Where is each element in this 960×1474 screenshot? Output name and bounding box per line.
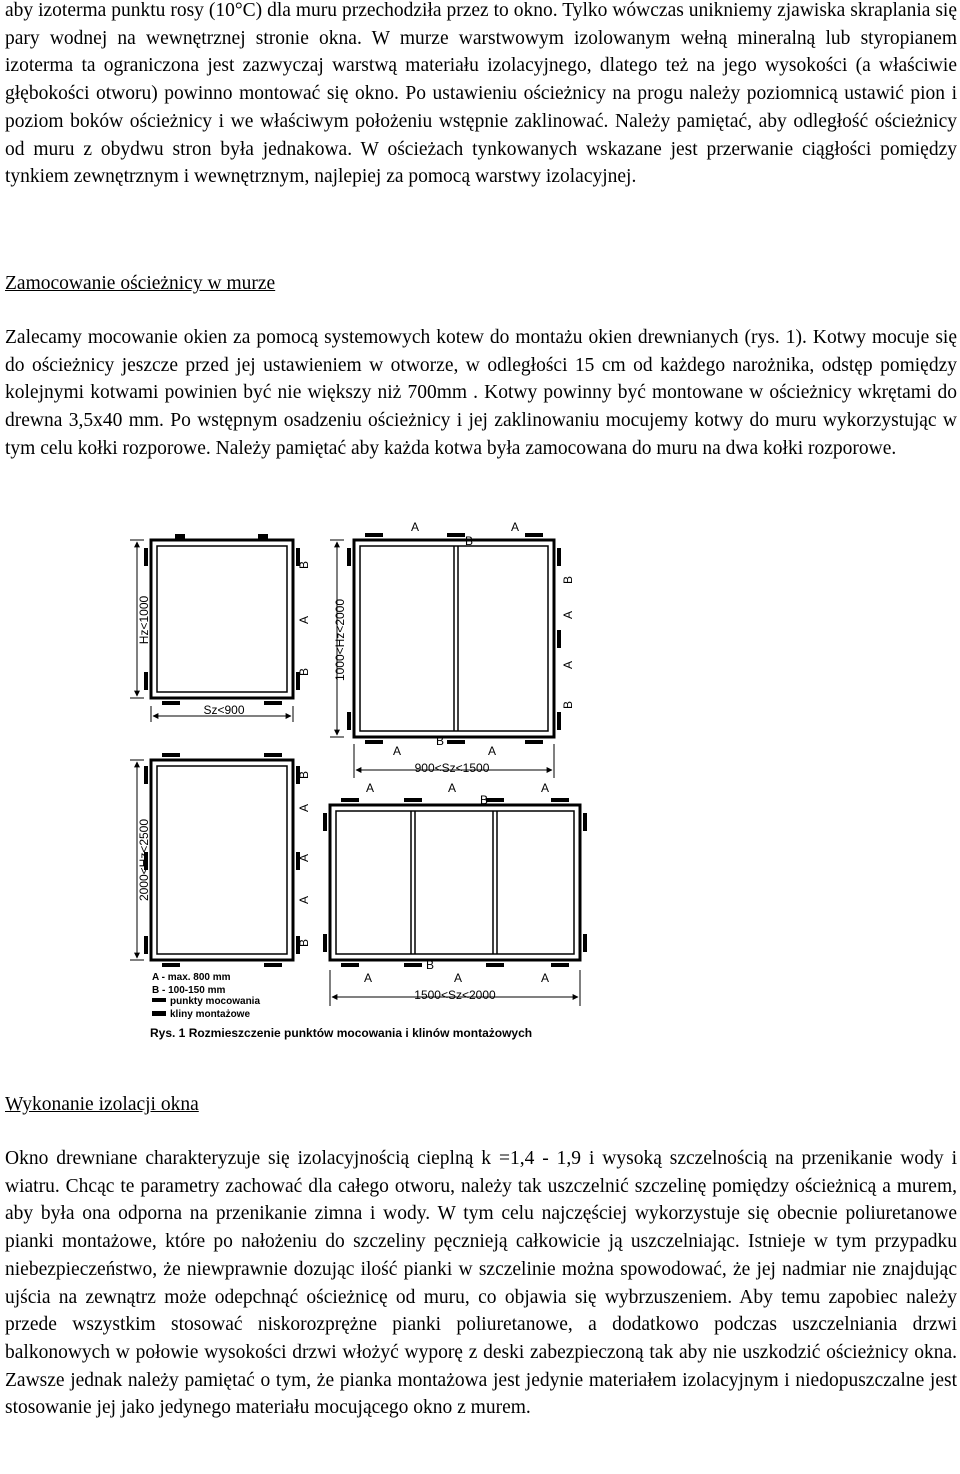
frame-wide-outer <box>330 805 580 960</box>
label-a: A <box>297 853 311 863</box>
label-a: A <box>297 803 311 813</box>
dim-sz-1500-2000: 1500<Sz<2000 <box>414 988 496 1002</box>
insulation-paragraph: Okno drewniane charakteryzuje się izolacyjnością cieplną k =1,4 - 1,9 i wysoką szczelnością na przenikanie wody i wiatru. Chcąc te parametry zachować dla całego otworu, należy tak uszczelnić szczelinę pomiędzy ościeżnicą a murem, aby była ona odporna na przenikanie zimna i wody. W tym celu najczęściej wykorzystuje się obecnie poliuretanowe pianki montażowe, które po nałożeniu do szczeliny pęcznieją całkowicie ją uszczelniając. Istnieje w tym przypadku niebezpieczeństwo, że niewprawnie dozując ilość pianki w szczelinie można spowodować, że jej nadmiar nie znajdując ujścia na zewnątrz może odepchnąć ościeżnicę od muru, co objawia się wybrzuszeniem. Aby temu zapobiec należy przede wszystkim stosować niskorozprężne pianki poliuretanowe, a dodatkowo podczas uszczelniania drzwi balkonowych w połowie wysokości drzwi włożyć wyporę z deski zabezpieczoną tak aby nie uszkodzić ościeżnicy okna. Zawsze jednak należy pamiętać o tym, że pianka montażowa jest jedynie materiałem izolacyjnym i niedopuszczalne jest stosowanie jej jako jedynego materiału mocującego okno z murem. <box>5 1148 957 1419</box>
label-b: B <box>297 938 311 948</box>
label-b: B <box>297 770 311 780</box>
label-a: A <box>297 895 311 905</box>
label-a: A <box>487 744 497 758</box>
label-a: A <box>510 520 520 534</box>
label-a: A <box>365 781 375 795</box>
legend-wedges: kliny montażowe <box>170 1009 251 1020</box>
mounting-paragraph: Zalecamy mocowanie okien za pomocą systemowych kotew do montażu okien drewnianych (rys. 1). Kotwy mocuje się do ościeżnicy jeszcze przed jej ustawieniem w otworze, w odległości 15 cm od każdego narożnika, odstęp pomiędzy kolejnymi kotwami powinien być nie większy niż 700mm . Kotwy powinny być montowane w ościeżnicy wkrętami do drewna 3,5x40 mm. Po wstępnym osadzeniu ościeżnicy i jej zaklinowaniu mocujemy kotwy do muru wykorzystując w tym celu kołki rozporowe. Należy pamiętać aby każda kotwa była zamocowana do muru na dwa kołki rozporowe. <box>5 327 957 459</box>
label-b: B <box>561 700 575 710</box>
label-a: A <box>540 781 550 795</box>
label-b: B <box>435 734 445 748</box>
legend-points: punkty mocowania <box>170 996 261 1007</box>
dim-hz-2000-2500: 2000<Hz<2500 <box>137 818 151 902</box>
frame-wide-inner <box>336 811 574 954</box>
frame-tall-outer <box>151 760 293 960</box>
section-heading-mounting: Zamocowanie ościeżnicy w murze <box>5 273 276 294</box>
label-a: A <box>540 971 550 985</box>
label-b: B <box>297 667 311 677</box>
diagram-tall-door <box>130 755 311 965</box>
frame-small-outer <box>151 540 293 698</box>
label-a: A <box>447 781 457 795</box>
dim-sz-900-1500: 900<Sz<1500 <box>414 761 490 775</box>
label-a: A <box>561 610 575 620</box>
label-a: A <box>392 744 402 758</box>
label-a: A <box>561 660 575 670</box>
diagram-small-window <box>130 534 311 722</box>
mounting-diagram <box>0 510 960 1050</box>
dim-sz-900: Sz<900 <box>203 703 245 717</box>
label-b: B <box>464 534 474 548</box>
dim-hz-1000: Hz<1000 <box>137 595 151 645</box>
dim-hz-1000-2000: 1000<Hz<2000 <box>333 598 347 682</box>
label-b: B <box>425 958 435 972</box>
legend-b: B - 100-150 mm <box>152 985 226 996</box>
figure-caption: Rys. 1 Rozmieszczenie punktów mocowania i klinów montażowych <box>150 1026 533 1040</box>
intro-paragraph: aby izoterma punktu rosy (10°C) dla muru przechodziła przez to okno. Tylko wówczas unikniemy zjawiska skraplania się pary wodnej na wewnętrznej stronie okna. W murze warstwowym izolowanym wełną mineralną lub styropianem izoterma ta ograniczona jest zazwyczaj warstwą materiału izolacyjnego, dlatego też na jego wysokości (a właściwie głębokości otworu) powinno montować się okno. Po ustawieniu ościeżnicy na progu należy poziomnicą ustawić pion i poziom boków ościeżnicy i we właściwym położeniu wstępnie zaklinować. Należy pamiętać, aby odległość ościeżnicy od muru z obydwu stron była jednakowa. W ościeżach tynkowanych wskazane jest przerwanie ciągłości pomiędzy tynkiem zewnętrznym i wewnętrznym, najlepiej za pomocą warstwy izolacyjnej. <box>5 0 957 188</box>
label-a: A <box>453 971 463 985</box>
frame-tall-inner <box>157 766 287 954</box>
label-b: B <box>297 560 311 570</box>
diagram-wide-window <box>325 781 585 1006</box>
label-b: B <box>561 575 575 585</box>
label-a: A <box>410 520 420 534</box>
label-b: B <box>479 793 489 807</box>
diagram-legend <box>152 972 260 1020</box>
diagram-medium-window <box>330 520 575 778</box>
legend-a: A - max. 800 mm <box>152 972 231 983</box>
frame-small-inner <box>157 546 287 692</box>
label-a: A <box>297 615 311 625</box>
label-a: A <box>363 971 373 985</box>
section-heading-insulation: Wykonanie izolacji okna <box>5 1094 199 1115</box>
